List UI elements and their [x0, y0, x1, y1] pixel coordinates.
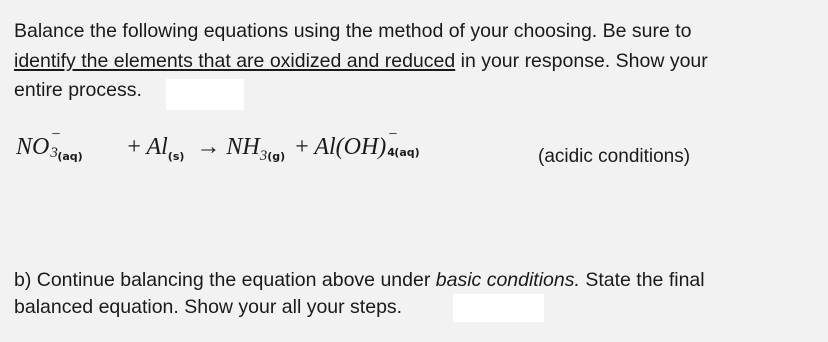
hydroxide-subscript: 4: [387, 146, 395, 159]
acidic-conditions-label: (acidic conditions): [538, 146, 691, 167]
aluminum-formula: Al: [146, 134, 168, 160]
reaction-arrow: →: [196, 134, 221, 160]
redaction-box-1: [166, 79, 244, 110]
ammonia-state: (g): [267, 150, 286, 163]
aluminum-state: (s): [167, 150, 185, 163]
nitrate-state: (aq): [57, 150, 83, 163]
part-b-text: b) Continue balancing the equation above under: [14, 269, 436, 291]
nitrate-formula: NO − 3 (aq): [16, 126, 83, 163]
hydroxide-formula: Al(OH) − 4 (aq): [314, 126, 420, 160]
hydroxide-state: (aq): [394, 146, 420, 159]
basic-conditions-emphasis: basic conditions.: [435, 269, 580, 291]
nitrate-charge: −: [50, 126, 62, 143]
chemical-equation: [16, 126, 422, 164]
nitrate-subscript: 3: [50, 145, 58, 161]
part-b-text-end: State the final: [579, 269, 705, 291]
ammonia-subscript: 3: [259, 148, 268, 164]
instruction-line-2-rest: in your response. Show your: [455, 50, 708, 72]
instruction-line-2: [14, 49, 708, 73]
part-b-line-1: [14, 268, 705, 292]
hydroxide-charge: −: [387, 126, 399, 143]
instruction-line-1: Balance the following equations using the method of your choosing. Be sure to: [14, 20, 692, 42]
plus-sign-1: +: [127, 134, 141, 160]
instruction-line-3: entire process.: [14, 79, 142, 101]
redaction-box-2: [453, 294, 544, 322]
underlined-instruction: identify the elements that are oxidized and reduced: [14, 50, 456, 72]
plus-sign-2: +: [295, 134, 309, 160]
part-b-line-2: balanced equation. Show your all your steps.: [14, 296, 403, 318]
ammonia-formula: NH: [226, 134, 260, 160]
